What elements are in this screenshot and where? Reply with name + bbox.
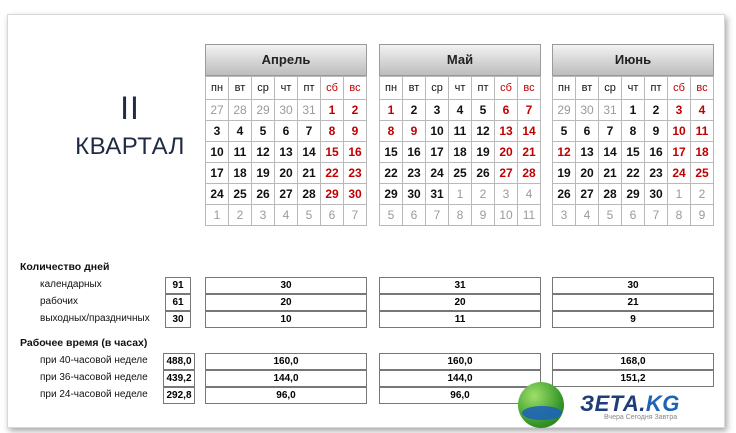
week-row	[553, 142, 714, 163]
day-cell: 8	[449, 205, 472, 226]
day-cell: 2	[645, 100, 668, 121]
week-row	[206, 142, 367, 163]
day-cell: 7	[518, 100, 541, 121]
day-cell: 3	[668, 100, 691, 121]
week-row	[553, 163, 714, 184]
site-logo[interactable]	[518, 382, 732, 430]
day-cell: 18	[229, 163, 252, 184]
weekday-header: вт	[576, 77, 599, 100]
day-cell: 16	[403, 142, 426, 163]
day-cell: 4	[229, 121, 252, 142]
day-cell: 2	[472, 184, 495, 205]
day-cell: 22	[380, 163, 403, 184]
day-cell: 28	[298, 184, 321, 205]
weekday-header: пт	[298, 77, 321, 100]
day-cell: 5	[472, 100, 495, 121]
week-row	[206, 163, 367, 184]
month-hours-40: 160,0	[205, 353, 367, 370]
day-cell: 1	[622, 100, 645, 121]
globe-icon	[518, 382, 564, 428]
day-cell: 18	[691, 142, 714, 163]
day-cell: 21	[599, 163, 622, 184]
day-cell: 15	[622, 142, 645, 163]
weekday-header: пн	[380, 77, 403, 100]
day-cell: 4	[449, 100, 472, 121]
days-total: 91	[165, 277, 191, 294]
weekday-header: сб	[321, 77, 344, 100]
day-cell: 21	[298, 163, 321, 184]
weekday-header: пт	[472, 77, 495, 100]
day-cell: 10	[668, 121, 691, 142]
day-cell: 1	[321, 100, 344, 121]
month-weekend-days: 11	[379, 311, 541, 328]
day-cell: 31	[298, 100, 321, 121]
weekday-header: ср	[599, 77, 622, 100]
weekday-header: пн	[553, 77, 576, 100]
wave-icon	[522, 406, 562, 420]
day-cell: 28	[518, 163, 541, 184]
day-cell: 5	[599, 205, 622, 226]
month-working-days: 20	[205, 294, 367, 311]
day-cell: 30	[275, 100, 298, 121]
month-hours-24: 96,0	[379, 387, 541, 404]
week-row	[206, 184, 367, 205]
day-cell: 29	[622, 184, 645, 205]
day-cell: 30	[576, 100, 599, 121]
day-cell: 23	[344, 163, 367, 184]
month-working-days: 20	[379, 294, 541, 311]
day-cell: 4	[275, 205, 298, 226]
weekday-header: чт	[622, 77, 645, 100]
day-cell: 6	[576, 121, 599, 142]
weekday-header: вт	[229, 77, 252, 100]
days-row-label: календарных	[40, 279, 102, 290]
weekday-header: вс	[518, 77, 541, 100]
day-cell: 2	[691, 184, 714, 205]
day-cell: 2	[229, 205, 252, 226]
day-cell: 12	[472, 121, 495, 142]
day-cell: 24	[426, 163, 449, 184]
day-cell: 11	[691, 121, 714, 142]
day-cell: 8	[321, 121, 344, 142]
day-cell: 30	[645, 184, 668, 205]
day-cell: 8	[622, 121, 645, 142]
weekday-header: сб	[668, 77, 691, 100]
day-cell: 6	[321, 205, 344, 226]
weekday-header: чт	[449, 77, 472, 100]
hours-total: 488,0	[163, 353, 195, 370]
day-cell: 3	[252, 205, 275, 226]
day-cell: 9	[472, 205, 495, 226]
weekday-header: чт	[275, 77, 298, 100]
day-cell: 8	[668, 205, 691, 226]
day-cell: 27	[206, 100, 229, 121]
day-cell: 4	[576, 205, 599, 226]
month-header: Июнь	[552, 44, 714, 76]
day-cell: 13	[275, 142, 298, 163]
day-cell: 12	[553, 142, 576, 163]
day-cell: 14	[599, 142, 622, 163]
day-cell: 19	[252, 163, 275, 184]
quarter-number: II	[120, 90, 140, 126]
month-weekend-days: 10	[205, 311, 367, 328]
day-cell: 18	[449, 142, 472, 163]
quarter-title	[70, 90, 190, 162]
day-cell: 12	[252, 142, 275, 163]
day-cell: 31	[426, 184, 449, 205]
day-cell: 30	[403, 184, 426, 205]
day-cell: 20	[495, 142, 518, 163]
month-calendar-days: 30	[552, 277, 714, 294]
day-cell: 3	[426, 100, 449, 121]
day-cell: 21	[518, 142, 541, 163]
week-row	[206, 121, 367, 142]
day-cell: 25	[449, 163, 472, 184]
day-cell: 25	[691, 163, 714, 184]
week-row	[380, 184, 541, 205]
month-hours-40: 160,0	[379, 353, 541, 370]
month-hours-24: 96,0	[205, 387, 367, 404]
logo-main: ЗЕТА.	[580, 391, 646, 416]
week-row	[380, 100, 541, 121]
day-cell: 2	[403, 100, 426, 121]
day-cell: 29	[553, 100, 576, 121]
weekday-header: пт	[645, 77, 668, 100]
weekday-header: вс	[691, 77, 714, 100]
quarter-word: КВАРТАЛ	[75, 133, 185, 160]
day-cell: 2	[344, 100, 367, 121]
day-cell: 3	[206, 121, 229, 142]
day-cell: 20	[576, 163, 599, 184]
days-row-label: выходных/праздничных	[40, 313, 150, 324]
day-cell: 9	[403, 121, 426, 142]
day-cell: 19	[553, 163, 576, 184]
day-cell: 23	[645, 163, 668, 184]
day-cell: 27	[576, 184, 599, 205]
week-row	[553, 184, 714, 205]
day-cell: 1	[206, 205, 229, 226]
logo-domain: KG	[645, 391, 680, 416]
day-cell: 9	[645, 121, 668, 142]
day-cell: 7	[298, 121, 321, 142]
month-hours-36: 144,0	[205, 370, 367, 387]
days-total: 30	[165, 311, 191, 328]
day-cell: 17	[668, 142, 691, 163]
hours-total: 439,2	[163, 370, 195, 387]
day-cell: 17	[206, 163, 229, 184]
day-cell: 9	[344, 121, 367, 142]
day-cell: 19	[472, 142, 495, 163]
day-cell: 15	[380, 142, 403, 163]
day-cell: 15	[321, 142, 344, 163]
day-cell: 31	[599, 100, 622, 121]
day-cell: 13	[495, 121, 518, 142]
week-row	[206, 100, 367, 121]
day-cell: 9	[691, 205, 714, 226]
week-row	[380, 142, 541, 163]
day-cell: 5	[252, 121, 275, 142]
day-cell: 14	[298, 142, 321, 163]
month-hours-36: 144,0	[379, 370, 541, 387]
week-row	[380, 163, 541, 184]
hours-row-label: при 40-часовой неделе	[40, 355, 148, 366]
day-cell: 8	[380, 121, 403, 142]
month-working-days: 21	[552, 294, 714, 311]
days-total: 61	[165, 294, 191, 311]
day-cell: 1	[668, 184, 691, 205]
day-cell: 17	[426, 142, 449, 163]
day-cell: 11	[229, 142, 252, 163]
hours-row-label: при 36-часовой неделе	[40, 372, 148, 383]
day-cell: 26	[252, 184, 275, 205]
days-row-label: рабочих	[40, 296, 78, 307]
day-cell: 22	[321, 163, 344, 184]
day-cell: 3	[553, 205, 576, 226]
day-cell: 27	[275, 184, 298, 205]
day-cell: 10	[426, 121, 449, 142]
month-grid	[552, 76, 714, 226]
weekday-header: вс	[344, 77, 367, 100]
day-cell: 6	[622, 205, 645, 226]
month-calendar-days: 31	[379, 277, 541, 294]
logo-tagline: Вчера Сегодня Завтра	[604, 414, 678, 421]
week-row	[380, 121, 541, 142]
week-row	[553, 121, 714, 142]
day-cell: 1	[449, 184, 472, 205]
day-cell: 5	[380, 205, 403, 226]
day-cell: 28	[229, 100, 252, 121]
week-row	[553, 100, 714, 121]
day-cell: 6	[495, 100, 518, 121]
hours-total: 292,8	[163, 387, 195, 404]
day-cell: 28	[599, 184, 622, 205]
weekday-header: пн	[206, 77, 229, 100]
day-cell: 16	[645, 142, 668, 163]
day-cell: 10	[206, 142, 229, 163]
month-weekend-days: 9	[552, 311, 714, 328]
day-cell: 26	[472, 163, 495, 184]
day-cell: 26	[553, 184, 576, 205]
day-cell: 16	[344, 142, 367, 163]
month-grid	[205, 76, 367, 226]
weekday-header: вт	[403, 77, 426, 100]
month-hours-36: 151,2	[552, 370, 714, 387]
day-cell: 25	[229, 184, 252, 205]
day-cell: 6	[275, 121, 298, 142]
day-cell: 7	[426, 205, 449, 226]
month-june	[552, 44, 714, 226]
day-cell: 7	[344, 205, 367, 226]
day-cell: 13	[576, 142, 599, 163]
day-cell: 5	[553, 121, 576, 142]
day-cell: 29	[380, 184, 403, 205]
day-cell: 30	[344, 184, 367, 205]
weekday-header: ср	[426, 77, 449, 100]
month-calendar-days: 30	[205, 277, 367, 294]
month-grid	[379, 76, 541, 226]
day-cell: 4	[691, 100, 714, 121]
day-cell: 1	[380, 100, 403, 121]
days-section-title: Количество дней	[20, 261, 110, 273]
day-cell: 14	[518, 121, 541, 142]
month-hours-40: 168,0	[552, 353, 714, 370]
week-row	[380, 205, 541, 226]
day-cell: 29	[252, 100, 275, 121]
week-row	[206, 205, 367, 226]
day-cell: 27	[495, 163, 518, 184]
day-cell: 20	[275, 163, 298, 184]
hours-section-title: Рабочее время (в часах)	[20, 337, 148, 349]
day-cell: 22	[622, 163, 645, 184]
day-cell: 6	[403, 205, 426, 226]
weekday-header: ср	[252, 77, 275, 100]
day-cell: 24	[668, 163, 691, 184]
day-cell: 29	[321, 184, 344, 205]
day-cell: 11	[449, 121, 472, 142]
month-may	[379, 44, 541, 226]
month-april	[205, 44, 367, 226]
month-header: Май	[379, 44, 541, 76]
day-cell: 10	[495, 205, 518, 226]
week-row	[553, 205, 714, 226]
day-cell: 11	[518, 205, 541, 226]
hours-row-label: при 24-часовой неделе	[40, 389, 148, 400]
day-cell: 4	[518, 184, 541, 205]
day-cell: 7	[645, 205, 668, 226]
day-cell: 5	[298, 205, 321, 226]
weekday-header: сб	[495, 77, 518, 100]
day-cell: 23	[403, 163, 426, 184]
day-cell: 3	[495, 184, 518, 205]
day-cell: 7	[599, 121, 622, 142]
day-cell: 24	[206, 184, 229, 205]
month-header: Апрель	[205, 44, 367, 76]
